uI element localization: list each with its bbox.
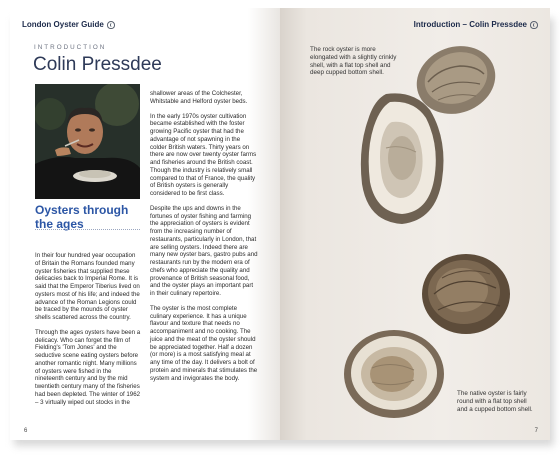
body-paragraph: Despite the ups and downs in the fortunes of oyster fishing and farming the appreciation of oysters is evident from the increasing number of restaurants, particularly in London, that are selling oysters. Indeed there are many new oyster bars, gastro pubs and restaurants run by the modern era of chefs who appreciate the quality and provenance of British seasonal food, and the oyster plays an important part in their culinary repertoire. <box>150 204 258 297</box>
section-subhead: Oysters through the ages <box>35 203 129 231</box>
section-kicker: INTRODUCTION <box>34 44 107 51</box>
shell-icon <box>107 21 115 29</box>
running-head-right-text: Introduction – Colin Pressdee <box>413 20 527 29</box>
page-title: Colin Pressdee <box>33 54 162 75</box>
rock-oyster-caption: The rock oyster is more elongated with a slightly crinkly shell, with a flat top shell and deep cupped bottom shell. <box>310 46 397 77</box>
shell-icon <box>530 21 538 29</box>
rock-oyster-open-image <box>356 88 450 228</box>
right-page <box>280 8 550 440</box>
page-number-right: 7 <box>534 428 538 434</box>
body-paragraph: Through the ages oysters have been a delicacy. Who can forget the film of Fielding's 'Tom Jones' and the seductive scene eating oysters before another romantic night. Many millions of oysters were fished in the nineteenth century and by the mid twentieth century many of the fisheries had been depleted. The winter of 1962 – 3 virtually wiped out stocks in the <box>35 328 141 406</box>
running-head-left <box>22 20 115 29</box>
native-oyster-caption: The native oyster is fairly round with a flat top shell and a cupped bottom shell. <box>457 390 533 413</box>
page-number-left: 6 <box>24 428 28 434</box>
body-paragraph: The oyster is the most complete culinary experience. It has a unique flavour and texture that needs no accompaniment and no cooking. The juice and the meat of the oyster should be appreciated together. Half a dozen (or more) is a most satisfying meal at any time of the day. It delivers a bolt of protein and minerals that stimulates the system and invigorates the body. <box>150 304 258 382</box>
body-column-2 <box>150 90 258 389</box>
body-paragraph: shallower areas of the Colchester, Whitstable and Helford oyster beds. <box>150 90 248 105</box>
open-book <box>10 8 550 440</box>
author-photo <box>35 84 140 199</box>
running-head-left-text: London Oyster Guide <box>22 20 104 29</box>
running-head-right <box>414 20 538 29</box>
subhead-divider <box>35 229 140 230</box>
left-page <box>10 8 280 440</box>
body-paragraph: In the early 1970s oyster cultivation became established with the foster growing Pacific oyster that had the advantage of not spawning in the colder British waters. Thirty years on there are now over twenty oyster farms and fisheries around the British coast. Though the industry is relatively small compared to that of France, the quality of British oysters is generally considered to be first class. <box>150 112 257 197</box>
native-oyster-closed-image <box>420 252 512 336</box>
native-oyster-open-image <box>342 326 446 422</box>
body-column-1 <box>35 252 141 413</box>
body-paragraph: In their four hundred year occupation of Britain the Romans founded many oyster fisheries that supplied these delicacies back to Imperial Rome. It is said that the Emperor Tiberius lived on oysters most of his life; and indeed the advance of the Roman Legions could be traced by the mounds of oyster shells scattered across the country. <box>35 252 140 321</box>
